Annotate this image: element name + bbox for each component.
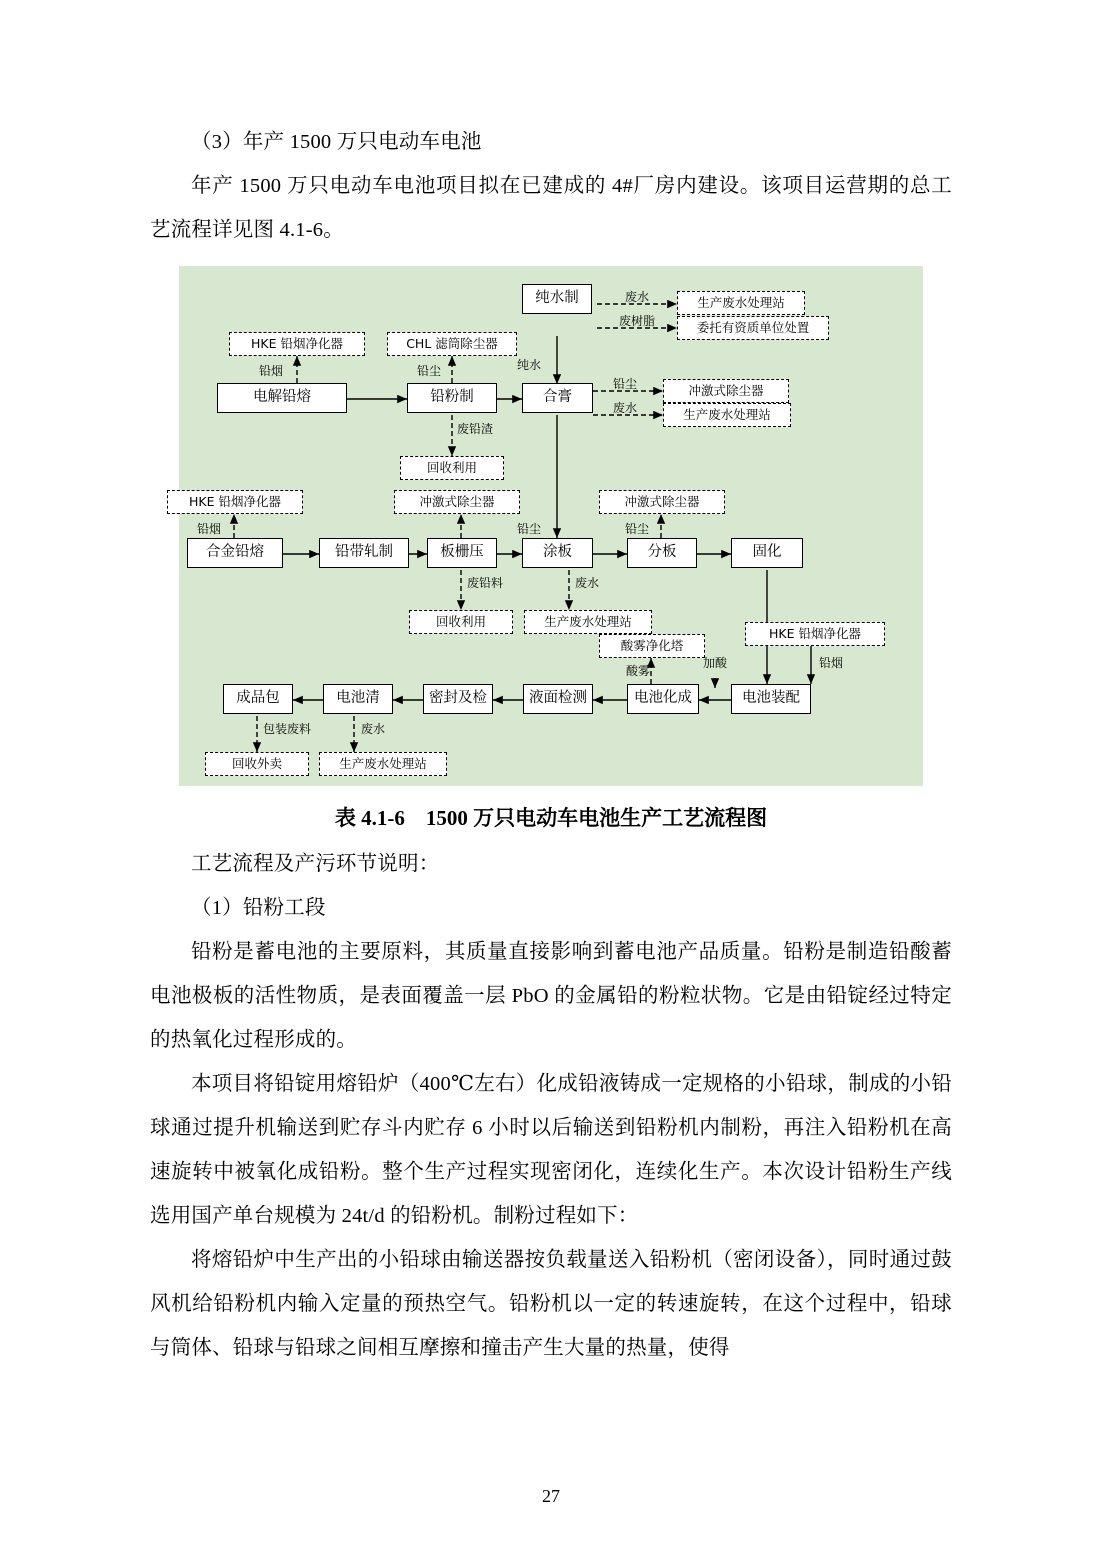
paragraph-4: （1）铅粉工段 <box>191 897 326 919</box>
node-fenban: 分板 <box>627 538 697 568</box>
dash-chongji-1: 冲激式除尘器 <box>663 379 789 403</box>
paragraph-7: 将熔铅炉中生产出的小铅球由输送器按负载量送入铅粉机（密闭设备），同时通过鼓风机给铅粉机内输入定量的预热空气。铅粉机以一定的转速旋转，在这个过程中，铅球与筒体、铅球与铅球之间相互摩擦和撞击产生大量的热量，使得 <box>150 1249 952 1359</box>
edge-label-feishui-1: 废水 <box>625 290 650 304</box>
node-chengpin-bao: 成品包 <box>223 684 293 714</box>
dash-feishui-station-3: 生产废水处理站 <box>524 610 652 634</box>
figure-container <box>150 266 952 786</box>
dash-chongji-3: 冲激式除尘器 <box>599 490 725 514</box>
edge-label-feiqianliao: 废铅料 <box>467 576 504 590</box>
dash-suanwu-ta: 酸雾净化塔 <box>599 634 705 658</box>
figure-caption: 表 4.1-6 1500 万只电动车电池生产工艺流程图 <box>334 806 768 830</box>
page-number: 27 <box>542 1486 560 1506</box>
edge-label-qianchen-1: 铅尘 <box>417 364 442 378</box>
edge-label-qianyan-3: 铅烟 <box>819 656 844 670</box>
paragraph-5: 铅粉是蓄电池的主要原料，其质量直接影响到蓄电池产品质量。铅粉是制造铅酸蓄电池极板的活性物质，是表面覆盖一层 PbO 的金属铅的粉粒状物。它是由铅锭经过特定的热氧化过程形成的。 <box>150 941 952 1051</box>
node-dianjie-qianrong: 电解铅熔 <box>217 383 347 413</box>
dash-huishou-1: 回收利用 <box>400 456 504 480</box>
node-dianchi-qing: 电池清 <box>323 684 393 714</box>
dash-huishou-waimai: 回收外卖 <box>205 752 309 776</box>
node-banshan-ya: 板栅压 <box>427 538 497 568</box>
edge-label-qianyan-1: 铅烟 <box>259 364 284 378</box>
node-dianchi-huacheng: 电池化成 <box>627 684 699 714</box>
edge-label-feishui-2: 废水 <box>613 401 638 415</box>
paragraph-6: 本项目将铅锭用熔铅炉（400℃左右）化成铅液铸成一定规格的小铅球，制成的小铅球通过提升机输送到贮存斗内贮存 6 小时以后输送到铅粉机内制粉，再注入铅粉机在高速旋转中被氧化成铅粉。整个生产过程实现密闭化，连续化生产。本次设计铅粉生产线选用国产单台规模为 24t/d 的铅粉机。制粉过程如下： <box>150 1073 952 1227</box>
edge-label-qianchen-4: 铅尘 <box>625 522 650 536</box>
edge-label-jiasuan: 加酸 <box>703 656 728 670</box>
node-guhua: 固化 <box>731 538 803 568</box>
dash-feishui-station-2: 生产废水处理站 <box>663 403 791 427</box>
edge-label-baozhuang-feiliao: 包装废料 <box>263 722 312 736</box>
dash-hke-1: HKE 铅烟净化器 <box>229 332 365 356</box>
edge-label-qianyan-2: 铅烟 <box>197 522 222 536</box>
edge-label-qianchen-2: 铅尘 <box>613 377 638 391</box>
node-dianchi-zhuangpei: 电池装配 <box>731 684 811 714</box>
edge-label-suanwu: 酸雾 <box>626 664 651 678</box>
edge-label-feishuzhi: 废树脂 <box>619 314 656 328</box>
dash-huishou-2: 回收利用 <box>409 610 513 634</box>
dash-chongji-2: 冲激式除尘器 <box>394 490 520 514</box>
paragraph-2: 年产 1500 万只电动车电池项目拟在已建成的 4#厂房内建设。该项目运营期的总工艺流程详见图 4.1-6。 <box>150 175 952 241</box>
node-qiandai-zhazhi: 铅带轧制 <box>319 538 409 568</box>
edge-label-feishui-4: 废水 <box>361 722 386 736</box>
node-mifeng-jijian: 密封及检 <box>423 684 493 714</box>
edge-label-qianchen-3: 铅尘 <box>517 522 542 536</box>
edge-label-chunshui: 纯水 <box>517 358 542 372</box>
dash-feishui-station-1: 生产废水处理站 <box>677 291 805 315</box>
dash-weituo-chuzhi: 委托有资质单位处置 <box>677 316 829 340</box>
node-chunshui: 纯水制 <box>522 284 592 314</box>
dash-hke-2: HKE 铅烟净化器 <box>167 490 303 514</box>
process-flow-diagram <box>179 266 923 786</box>
dash-hke-3: HKE 铅烟净化器 <box>745 622 885 646</box>
paragraph-3: 工艺流程及产污环节说明： <box>191 853 440 875</box>
node-tuban: 涂板 <box>522 538 593 568</box>
dash-feishui-station-4: 生产废水处理站 <box>319 752 447 776</box>
dash-chl: CHL 滤筒除尘器 <box>387 332 517 356</box>
paragraph-1: （3）年产 1500 万只电动车电池 <box>191 131 482 153</box>
node-hegao: 合膏 <box>522 383 593 413</box>
node-yemian-jiance: 液面检测 <box>523 684 593 714</box>
edge-label-feiqianzha: 废铅渣 <box>457 422 494 436</box>
node-hejin-qianrong: 合金铅熔 <box>187 538 283 568</box>
edge-label-feishui-3: 废水 <box>575 576 600 590</box>
node-qianfen: 铅粉制 <box>407 383 497 413</box>
